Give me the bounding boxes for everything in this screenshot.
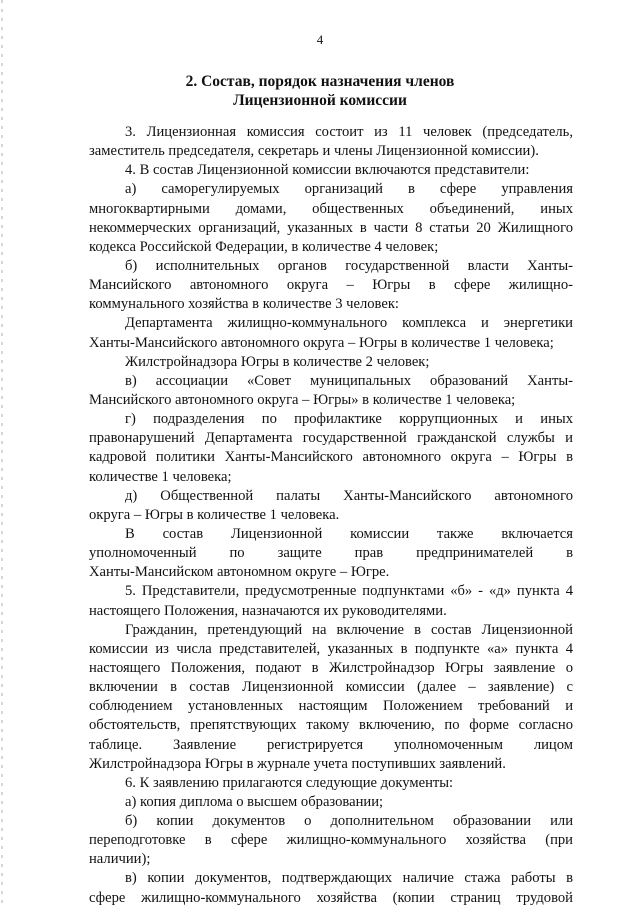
- text-line: б) исполнительных органов государственной власти Ханты-: [125, 257, 573, 274]
- text-line: включении в состав Лицензионной комиссии (далее – заявление) с: [89, 679, 573, 696]
- section-heading: [0, 72, 640, 110]
- text-line: 4. В состав Лицензионной комиссии включаются представители:: [125, 162, 530, 179]
- text-line: таблице. Заявление регистрируется уполномоченным лицом: [89, 736, 573, 753]
- text-line: 6. К заявлению прилагаются следующие документы:: [125, 774, 454, 791]
- text-line: коммунального хозяйства в количестве 3 человек:: [89, 296, 399, 313]
- text-line: заместитель председателя, секретарь и члены Лицензионной комиссии).: [89, 143, 539, 160]
- text-line: Гражданин, претендующий на включение в состав Лицензионной: [125, 621, 573, 638]
- text-line: правонарушений Департамента государственной гражданской службы и: [89, 430, 573, 447]
- text-line: в) ассоциации «Совет муниципальных образований Ханты-: [125, 372, 573, 389]
- text-line: Жилстройнадзора Югры в количестве 2 человек;: [125, 353, 430, 370]
- text-line: комиссии из числа представителей, указанных в подпункте «а» пункта 4: [89, 640, 573, 657]
- text-line: а) копия диплома о высшем образовании;: [125, 793, 384, 810]
- text-line: кодекса Российской Федерации, в количестве 4 человек;: [89, 238, 439, 255]
- text-line: настоящего Положения, назначаются их руководителями.: [89, 602, 447, 619]
- page-number: 4: [316, 32, 324, 47]
- text-line: Ханты-Мансийского автономного округа – Югры в количестве 1 человека;: [89, 334, 554, 351]
- text-line: количестве 1 человека;: [89, 468, 232, 485]
- section-heading-line-1: 2. Состав, порядок назначения членов: [185, 73, 455, 90]
- text-line: б) копии документов о дополнительном образовании или: [125, 813, 573, 830]
- text-line: уполномоченный по защите прав предпринимателей в: [89, 545, 573, 562]
- text-line: переподготовке в сфере жилищно-коммунального хозяйства (при: [89, 832, 573, 849]
- text-line: Департамента жилищно-коммунального комплекса и энергетики: [125, 315, 573, 332]
- text-line: некоммерческих организаций, указанных в части 8 статьи 20 Жилищного: [89, 219, 573, 236]
- document-body: [89, 123, 573, 908]
- text-line: Ханты-Мансийском автономном округе – Югре.: [89, 564, 390, 581]
- text-line: настоящего Положения, подают в Жилстройнадзор Югры заявление о: [89, 659, 573, 676]
- text-line: обстоятельств, препятствующих такому включению, по форме согласно: [89, 717, 573, 734]
- text-line: Мансийского автономного округа – Югры» в количестве 1 человека;: [89, 391, 516, 408]
- text-line: г) подразделения по профилактике коррупционных и иных: [125, 411, 573, 428]
- scan-edge-marks: [1, 0, 3, 905]
- text-line: соблюдением установленных настоящим Положением требований и: [89, 698, 573, 715]
- text-line: сфере жилищно-коммунального хозяйства (копии страниц трудовой: [89, 889, 573, 906]
- text-line: 3. Лицензионная комиссия состоит из 11 человек (председатель,: [125, 124, 573, 140]
- text-line: Мансийского автономного округа – Югры в сфере жилищно-: [89, 277, 573, 294]
- text-line: наличии);: [89, 851, 151, 868]
- section-heading-line-2: Лицензионной комиссии: [233, 92, 407, 109]
- text-line: а) саморегулируемых организаций в сфере управления: [125, 181, 573, 198]
- text-line: В состав Лицензионной комиссии также включается: [125, 525, 573, 542]
- text-line: округа – Югры в количестве 1 человека.: [89, 506, 340, 523]
- text-line: кадровой политики Ханты-Мансийского автономного округа – Югры в: [89, 449, 573, 466]
- text-line: Жилстройнадзора Югры в журнале учета поступивших заявлений.: [89, 755, 506, 772]
- text-line: д) Общественной палаты Ханты-Мансийского автономного: [125, 487, 573, 504]
- text-line: многоквартирными домами, общественных объединений, иных: [89, 200, 573, 217]
- text-line: 5. Представители, предусмотренные подпунктами «б» - «д» пункта 4: [125, 583, 573, 600]
- text-line: в) копии документов, подтверждающих наличие стажа работы в: [125, 870, 573, 887]
